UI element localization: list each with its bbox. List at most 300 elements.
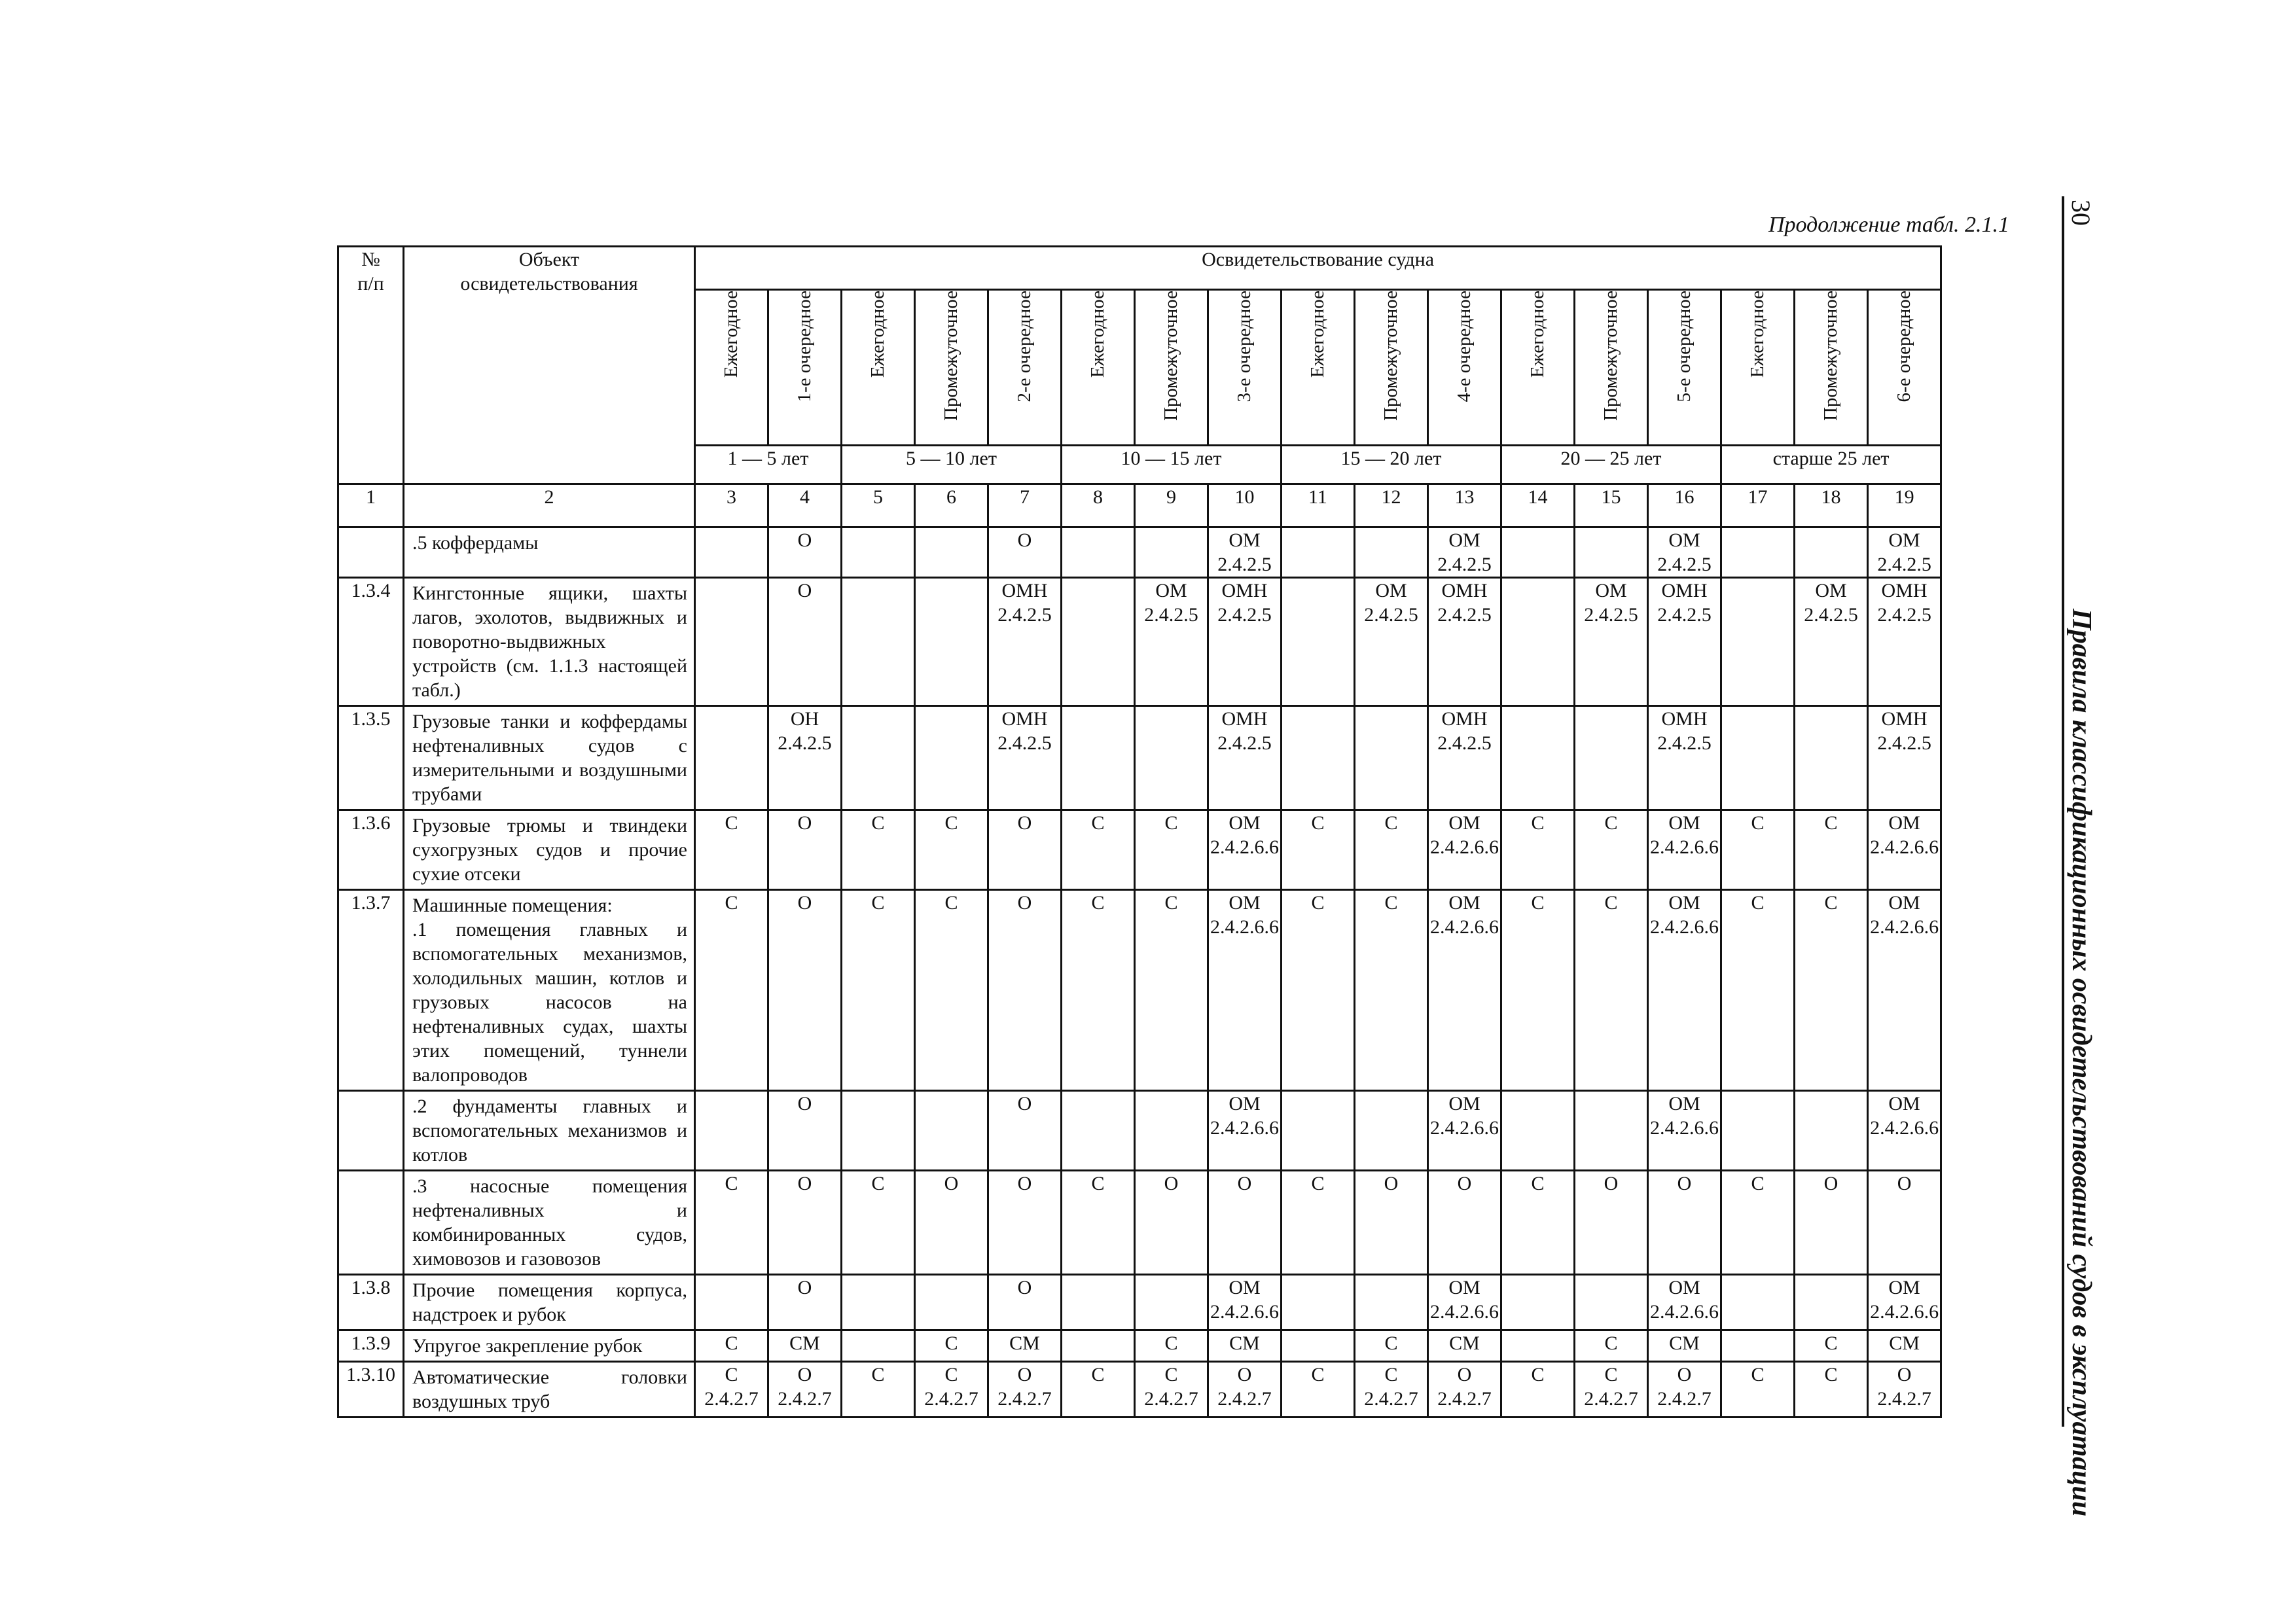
survey-cell: [1575, 1362, 1648, 1418]
survey-cell: [1282, 1171, 1355, 1275]
survey-cell-line: С: [1164, 892, 1178, 914]
survey-cell-line: ОМ: [1375, 580, 1407, 601]
survey-cell-line: 2.4.2.5: [1217, 554, 1272, 575]
survey-cell: [1428, 1275, 1501, 1330]
survey-cell-line: 2.4.2.6.6: [1430, 916, 1499, 938]
survey-cell: [1721, 810, 1795, 890]
survey-cell: [1208, 1275, 1282, 1330]
survey-cell: [1721, 706, 1795, 810]
survey-cell: [1428, 890, 1501, 1091]
survey-cell: [768, 706, 842, 810]
survey-cell-line: ОМ: [1448, 892, 1480, 914]
survey-type-header: [1208, 290, 1282, 446]
item-number: 1.3.5: [338, 706, 404, 810]
survey-cell: [1795, 1362, 1868, 1418]
survey-cell-line: О: [1677, 1173, 1692, 1194]
survey-cell-line: 2.4.2.5: [1364, 604, 1418, 626]
survey-cell: [1575, 1091, 1648, 1171]
survey-cell: [695, 1275, 768, 1330]
survey-cell: [915, 706, 988, 810]
survey-cell-line: ОМН: [1881, 708, 1928, 730]
survey-cell: [1208, 706, 1282, 810]
object-text: Грузовые танки и коффердамы нефтеналивных судов с измерительными и воздушными трубами: [412, 711, 687, 805]
survey-cell-line: ОМ: [1888, 1277, 1920, 1298]
survey-cell-line: 2.4.2.7: [1657, 1388, 1712, 1410]
item-number: [338, 1171, 404, 1275]
survey-cell: [768, 1171, 842, 1275]
survey-cell: [695, 810, 768, 890]
survey-cell-line: 2.4.2.6.6: [1650, 1117, 1719, 1139]
survey-cell: [1355, 1362, 1428, 1418]
survey-cell-line: С: [725, 1364, 738, 1385]
survey-cell: [695, 1091, 768, 1171]
survey-cell-line: О: [797, 1277, 812, 1298]
column-index: 18: [1795, 484, 1868, 527]
survey-type-label: 3-е очередное: [1234, 291, 1255, 402]
survey-cell: [1355, 578, 1428, 706]
table-row: [338, 1275, 1941, 1330]
survey-cell: [768, 1091, 842, 1171]
survey-cell-line: ОМ: [1815, 580, 1847, 601]
survey-cell: [1868, 1275, 1941, 1330]
survey-cell-line: С: [1311, 812, 1325, 834]
survey-object: [404, 527, 695, 578]
survey-cell: [1282, 527, 1355, 578]
survey-cell-line: ОМН: [1221, 708, 1268, 730]
survey-cell: [1868, 706, 1941, 810]
survey-cell: [988, 1171, 1062, 1275]
item-number: 1.3.6: [338, 810, 404, 890]
survey-cell-line: О: [1017, 1277, 1032, 1298]
survey-cell: [1282, 578, 1355, 706]
survey-cell-line: ОМ: [1155, 580, 1187, 601]
survey-cell-line: 2.4.2.6.6: [1870, 1117, 1939, 1139]
survey-cell-line: О: [797, 812, 812, 834]
survey-cell: [1428, 1362, 1501, 1418]
survey-object: [404, 1330, 695, 1362]
survey-cell-line: С: [871, 892, 885, 914]
table-caption: Продолжение табл. 2.1.1: [1768, 213, 2009, 237]
column-index: 14: [1501, 484, 1575, 527]
survey-cell: [1795, 1171, 1868, 1275]
survey-cell-line: 2.4.2.5: [997, 732, 1052, 754]
survey-cell: [1428, 706, 1501, 810]
survey-cell: [1208, 1091, 1282, 1171]
survey-cell: [1062, 1362, 1135, 1418]
survey-cell-line: 2.4.2.6.6: [1870, 836, 1939, 858]
survey-cell-line: О: [1017, 1093, 1032, 1115]
survey-cell: [915, 527, 988, 578]
survey-cell-line: 2.4.2.6.6: [1430, 1301, 1499, 1323]
survey-cell-line: С: [1091, 812, 1105, 834]
survey-cell: [768, 527, 842, 578]
item-number: 1.3.4: [338, 578, 404, 706]
survey-cell-line: ОМ: [1229, 1093, 1261, 1115]
survey-cell-line: 2.4.2.7: [704, 1388, 759, 1410]
survey-cell: [1062, 1275, 1135, 1330]
survey-cell: [1208, 527, 1282, 578]
survey-cell-line: О: [797, 1093, 812, 1115]
survey-cell-line: 2.4.2.5: [778, 732, 832, 754]
survey-cell-line: ОМН: [1001, 708, 1048, 730]
cell-line: №: [361, 249, 380, 270]
survey-cell: [1062, 527, 1135, 578]
survey-cell-line: С: [1824, 892, 1838, 914]
item-number: 1.3.10: [338, 1362, 404, 1418]
survey-cell-line: О: [1237, 1173, 1252, 1194]
header-survey: Освидетельствование судна: [695, 247, 1941, 290]
survey-cell-line: С: [1384, 812, 1398, 834]
survey-type-header: [1282, 290, 1355, 446]
survey-type-header: [1795, 290, 1868, 446]
cell-line: освидетельствования: [460, 273, 638, 294]
column-index: 10: [1208, 484, 1282, 527]
survey-cell-line: С: [1531, 1364, 1545, 1385]
survey-cell-line: 2.4.2.6.6: [1430, 836, 1499, 858]
table-row: [338, 527, 1941, 578]
survey-cell: [915, 1091, 988, 1171]
period-header: старше 25 лет: [1721, 446, 1941, 484]
table-row: [338, 890, 1941, 1091]
column-index: 7: [988, 484, 1062, 527]
survey-cell: [695, 1330, 768, 1362]
survey-cell: [1501, 1330, 1575, 1362]
survey-cell: [1648, 527, 1721, 578]
survey-cell-line: С: [1164, 1364, 1178, 1385]
running-title: Правила классификационных освидетельствований судов в эксплуатации: [2066, 609, 2096, 1517]
survey-cell: [1501, 1362, 1575, 1418]
column-index: 5: [842, 484, 915, 527]
survey-type-header: [1721, 290, 1795, 446]
survey-type-label: Ежегодное: [1087, 291, 1108, 378]
survey-cell: [1355, 810, 1428, 890]
survey-cell: [1501, 810, 1575, 890]
survey-cell: [1868, 810, 1941, 890]
cell-line: п/п: [357, 273, 384, 294]
survey-cell-line: ОМ: [1668, 812, 1700, 834]
survey-cell: [695, 1171, 768, 1275]
survey-cell: [1282, 1330, 1355, 1362]
survey-type-header: [695, 290, 768, 446]
survey-cell: [1282, 810, 1355, 890]
survey-type-label: Промежуточное: [1380, 291, 1401, 421]
survey-cell: [1721, 1171, 1795, 1275]
survey-cell: [1135, 890, 1208, 1091]
survey-cell: [915, 1362, 988, 1418]
survey-type-label: Ежегодное: [1747, 291, 1768, 378]
period-header: 20 — 25 лет: [1501, 446, 1721, 484]
survey-cell: [1428, 810, 1501, 890]
column-index: 1: [338, 484, 404, 527]
survey-cell: [1795, 527, 1868, 578]
column-index: 15: [1575, 484, 1648, 527]
survey-cell: [1355, 1330, 1428, 1362]
survey-cell-line: С: [1531, 812, 1545, 834]
survey-cell: [1355, 1091, 1428, 1171]
survey-cell-line: 2.4.2.6.6: [1210, 1117, 1279, 1139]
survey-cell: [1501, 1171, 1575, 1275]
survey-cell-line: 2.4.2.7: [1144, 1388, 1198, 1410]
survey-cell-line: О: [1457, 1364, 1472, 1385]
column-index: 17: [1721, 484, 1795, 527]
survey-cell: [842, 1091, 915, 1171]
survey-cell: [842, 890, 915, 1091]
survey-cell-line: С: [1164, 812, 1178, 834]
survey-cell-line: ОН: [790, 708, 819, 730]
survey-cell-line: О: [1017, 812, 1032, 834]
survey-type-header: [988, 290, 1062, 446]
survey-cell-line: С: [1311, 1364, 1325, 1385]
survey-cell: [1135, 810, 1208, 890]
column-index: 4: [768, 484, 842, 527]
survey-type-header: [1648, 290, 1721, 446]
survey-cell: [1575, 527, 1648, 578]
survey-cell: [1135, 1275, 1208, 1330]
survey-object: [404, 1275, 695, 1330]
survey-cell-line: О: [1017, 1173, 1032, 1194]
survey-cell-line: О: [797, 1364, 812, 1385]
survey-type-label: 4-е очередное: [1454, 291, 1475, 402]
survey-cell-line: С: [944, 812, 958, 834]
period-header: 1 — 5 лет: [695, 446, 842, 484]
survey-cell: [1795, 890, 1868, 1091]
survey-type-label: Ежегодное: [867, 291, 888, 378]
survey-cell: [1648, 890, 1721, 1091]
survey-cell: [1135, 1362, 1208, 1418]
survey-cell-line: С: [871, 1173, 885, 1194]
survey-cell-line: С: [1164, 1332, 1178, 1354]
survey-cell-line: О: [944, 1173, 959, 1194]
column-index: 2: [404, 484, 695, 527]
object-text: Кингстонные ящики, шахты лагов, эхолотов, выдвижных и поворотно-выдвижных устройств (см. 1.1.3 настоящей табл.): [412, 582, 687, 701]
survey-cell-line: СМ: [1009, 1332, 1040, 1354]
survey-cell: [1135, 1091, 1208, 1171]
survey-cell-line: 2.4.2.5: [1217, 732, 1272, 754]
survey-cell: [1721, 890, 1795, 1091]
survey-cell-line: ОМ: [1448, 1277, 1480, 1298]
survey-cell: [1648, 1275, 1721, 1330]
survey-cell-line: О: [1677, 1364, 1692, 1385]
survey-cell: [768, 1275, 842, 1330]
survey-cell: [1795, 810, 1868, 890]
survey-cell: [1355, 1275, 1428, 1330]
survey-cell: [1648, 1091, 1721, 1171]
survey-cell-line: О: [1017, 529, 1032, 551]
survey-cell-line: 2.4.2.5: [1437, 604, 1492, 626]
survey-cell-line: О: [1823, 1173, 1839, 1194]
survey-cell-line: С: [1384, 1332, 1398, 1354]
survey-cell: [988, 1362, 1062, 1418]
survey-cell: [915, 1275, 988, 1330]
survey-cell-line: С: [725, 1332, 738, 1354]
survey-type-header: [768, 290, 842, 446]
survey-cell: [1721, 1091, 1795, 1171]
survey-cell: [1428, 1091, 1501, 1171]
object-text: .3 насосные помещения нефтеналивных и комбинированных судов, химовозов и газовозов: [412, 1175, 687, 1270]
survey-cell-line: ОМ: [1668, 892, 1700, 914]
survey-type-header: [915, 290, 988, 446]
survey-cell-line: ОМ: [1448, 1093, 1480, 1115]
survey-type-header: [1501, 290, 1575, 446]
object-text: .1 помещения главных и вспомогательных механизмов, холодильных машин, котлов и грузовых насосов на нефтеналивных судах, шахты этих помещений, туннели валопроводов: [412, 919, 687, 1086]
survey-cell: [1355, 890, 1428, 1091]
column-index: 8: [1062, 484, 1135, 527]
survey-cell-line: С: [1384, 892, 1398, 914]
survey-cell: [842, 1362, 915, 1418]
survey-cell-line: О: [1384, 1173, 1399, 1194]
period-header: 15 — 20 лет: [1282, 446, 1501, 484]
survey-cell: [1575, 1275, 1648, 1330]
survey-cell-line: 2.4.2.5: [1877, 732, 1931, 754]
survey-cell-line: 2.4.2.5: [1657, 554, 1712, 575]
survey-cell: [1428, 527, 1501, 578]
survey-cell: [988, 1275, 1062, 1330]
survey-type-label: 2-е очередное: [1014, 291, 1035, 402]
period-header: 5 — 10 лет: [842, 446, 1062, 484]
survey-cell: [768, 578, 842, 706]
object-text: Прочие помещения корпуса, надстроек и рубок: [412, 1279, 687, 1325]
survey-cell: [1721, 1362, 1795, 1418]
survey-cell-line: 2.4.2.6.6: [1650, 916, 1719, 938]
survey-cell-line: С: [1311, 1173, 1325, 1194]
survey-cell-line: ОМ: [1229, 812, 1261, 834]
survey-cell-line: О: [1457, 1173, 1472, 1194]
survey-cell-line: ОМН: [1001, 580, 1048, 601]
survey-cell-line: О: [797, 529, 812, 551]
survey-cell: [695, 1362, 768, 1418]
table-row: [338, 578, 1941, 706]
survey-type-label: Ежегодное: [1527, 291, 1548, 378]
survey-cell: [768, 1330, 842, 1362]
survey-cell-line: 2.4.2.6.6: [1870, 1301, 1939, 1323]
survey-cell-line: ОМН: [1661, 580, 1708, 601]
table-row: [338, 706, 1941, 810]
survey-cell: [1575, 810, 1648, 890]
cell-line: Объект: [518, 249, 580, 270]
survey-cell: [1795, 1091, 1868, 1171]
survey-object: [404, 1362, 695, 1418]
survey-cell: [1208, 810, 1282, 890]
survey-cell-line: 2.4.2.7: [997, 1388, 1052, 1410]
survey-cell: [768, 810, 842, 890]
survey-object: [404, 578, 695, 706]
survey-type-header: [1062, 290, 1135, 446]
table-row: [338, 1171, 1941, 1275]
survey-cell: [1062, 810, 1135, 890]
survey-type-label: Промежуточное: [1820, 291, 1841, 421]
survey-cell-line: С: [1091, 892, 1105, 914]
table-row: [338, 1091, 1941, 1171]
survey-cell-line: 2.4.2.5: [1657, 604, 1712, 626]
survey-cell: [1648, 1362, 1721, 1418]
survey-cell: [1868, 578, 1941, 706]
survey-cell-line: С: [1604, 1364, 1618, 1385]
survey-cell: [842, 527, 915, 578]
survey-cell: [842, 810, 915, 890]
survey-cell-line: С: [1824, 812, 1838, 834]
survey-cell-line: С: [1531, 1173, 1545, 1194]
survey-cell: [1868, 1091, 1941, 1171]
survey-cell: [1062, 1091, 1135, 1171]
survey-cell-line: 2.4.2.5: [1437, 732, 1492, 754]
survey-type-label: 1-е очередное: [794, 291, 815, 402]
survey-cell-line: ОМН: [1441, 580, 1488, 601]
survey-cell: [1355, 527, 1428, 578]
survey-cell: [768, 890, 842, 1091]
survey-cell: [1501, 1275, 1575, 1330]
survey-cell: [1868, 1171, 1941, 1275]
table-row: [338, 1330, 1941, 1362]
page-number: 30: [2066, 200, 2096, 226]
survey-cell: [1062, 1330, 1135, 1362]
survey-cell: [1428, 1330, 1501, 1362]
survey-cell: [1282, 1091, 1355, 1171]
survey-cell: [1795, 1275, 1868, 1330]
survey-cell-line: СМ: [789, 1332, 820, 1354]
survey-cell: [1575, 578, 1648, 706]
survey-cell-line: С: [1751, 1173, 1765, 1194]
item-number: 1.3.7: [338, 890, 404, 1091]
header-num: [338, 247, 404, 484]
survey-cell: [1208, 1362, 1282, 1418]
survey-cell: [1282, 1362, 1355, 1418]
object-text: Грузовые трюмы и твиндеки сухогрузных судов и прочие сухие отсеки: [412, 815, 687, 885]
survey-cell: [1795, 578, 1868, 706]
survey-cell-line: С: [1824, 1364, 1838, 1385]
survey-cell: [1355, 1171, 1428, 1275]
survey-cell: [1868, 1362, 1941, 1418]
survey-cell: [915, 1171, 988, 1275]
survey-cell-line: С: [1384, 1364, 1398, 1385]
survey-cell-line: ОМН: [1441, 708, 1488, 730]
survey-cell-line: ОМН: [1221, 580, 1268, 601]
survey-cell: [915, 810, 988, 890]
survey-cell-line: О: [1017, 892, 1032, 914]
survey-cell-line: С: [871, 812, 885, 834]
table-row: [338, 1362, 1941, 1418]
survey-cell-line: С: [1824, 1332, 1838, 1354]
survey-cell-line: С: [725, 1173, 738, 1194]
table-header: [338, 247, 1941, 527]
survey-cell: [1648, 578, 1721, 706]
survey-cell-line: ОМ: [1229, 1277, 1261, 1298]
column-index: 11: [1282, 484, 1355, 527]
survey-cell: [768, 1362, 842, 1418]
survey-table: [337, 245, 1942, 1418]
column-index: 12: [1355, 484, 1428, 527]
survey-cell-line: О: [1237, 1364, 1252, 1385]
survey-cell: [1648, 706, 1721, 810]
survey-cell: [842, 1275, 915, 1330]
survey-cell-line: 2.4.2.6.6: [1650, 836, 1719, 858]
survey-cell-line: ОМ: [1888, 1093, 1920, 1115]
survey-cell: [1575, 1330, 1648, 1362]
survey-cell-line: ОМ: [1888, 812, 1920, 834]
survey-cell: [1428, 1171, 1501, 1275]
survey-cell: [1208, 890, 1282, 1091]
survey-cell-line: ОМ: [1888, 892, 1920, 914]
survey-cell-line: 2.4.2.5: [1657, 732, 1712, 754]
survey-cell-line: ОМ: [1229, 529, 1261, 551]
survey-cell: [1135, 1171, 1208, 1275]
survey-cell-line: 2.4.2.5: [1437, 554, 1492, 575]
survey-cell: [1062, 578, 1135, 706]
survey-type-header: [1868, 290, 1941, 446]
survey-cell: [1282, 1275, 1355, 1330]
object-text: Автоматические головки воздушных труб: [412, 1366, 687, 1412]
survey-cell-line: О: [797, 580, 812, 601]
survey-cell: [1135, 578, 1208, 706]
